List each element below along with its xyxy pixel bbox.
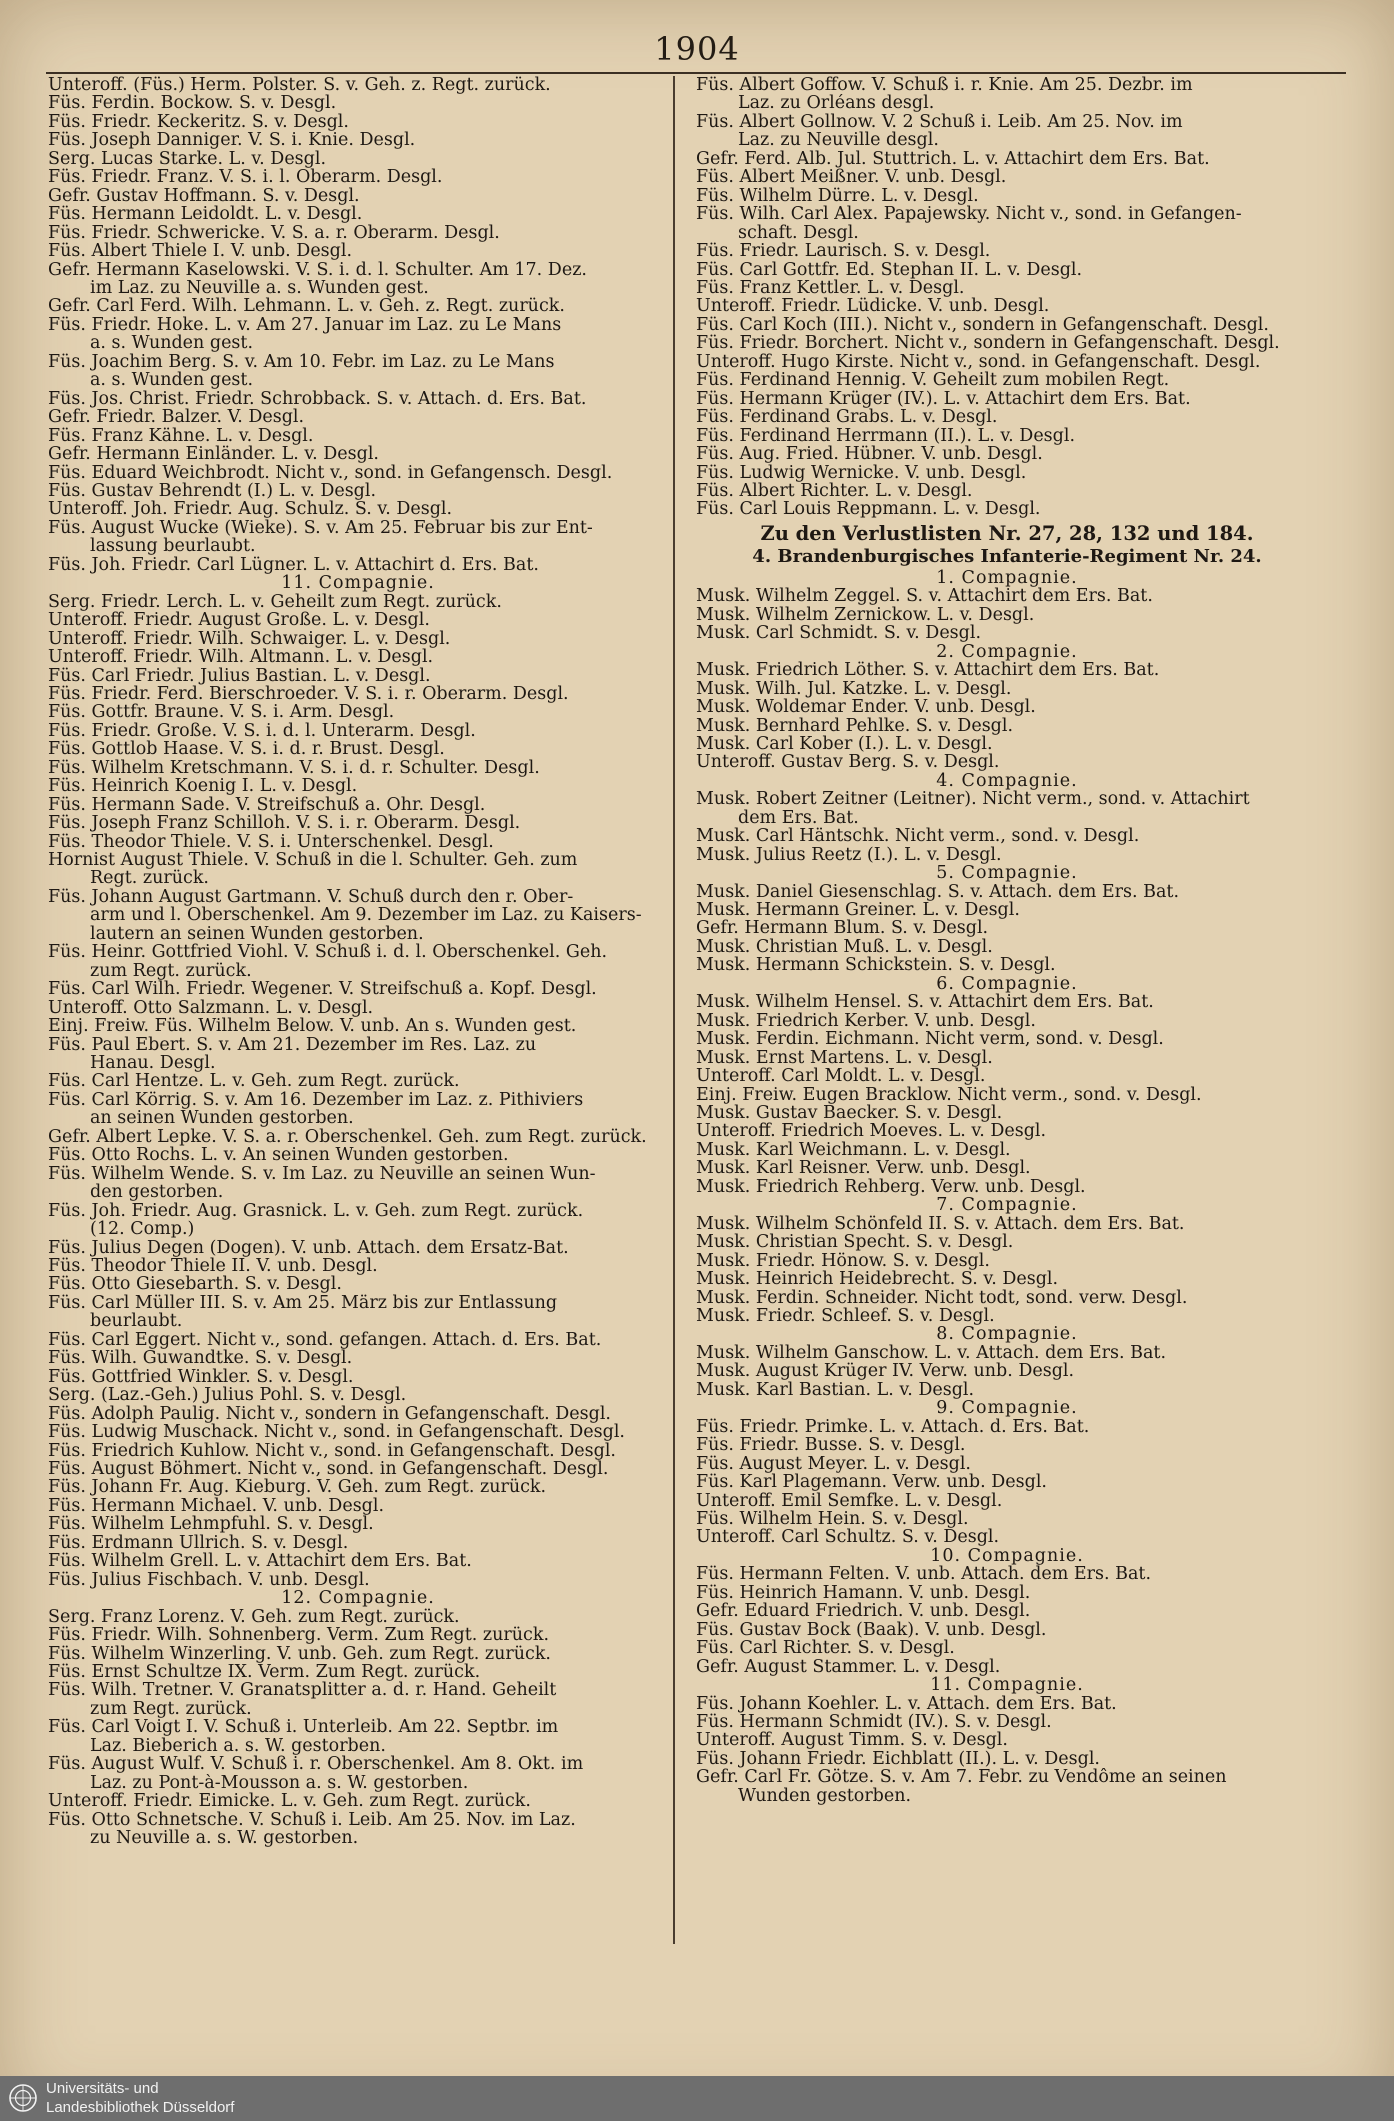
- casualty-entry: Füs. Paul Ebert. S. v. Am 21. Dezember im Res. Laz. zu: [48, 1035, 537, 1055]
- casualty-entry: Füs. Jos. Christ. Friedr. Schrobback. S. v. Attach. d. Ers. Bat.: [48, 389, 587, 409]
- casualty-entry: Füs. Eduard Weichbrodt. Nicht v., sond. in Gefangensch. Desgl.: [48, 463, 613, 482]
- entry-continuation: (12. Comp.): [90, 1220, 195, 1239]
- casualty-entry: Füs. Wilhelm Winzerling. V. unb. Geh. zum Regt. zurück.: [48, 1644, 551, 1663]
- casualty-entry: Gefr. Hermann Blum. S. v. Desgl.: [696, 919, 989, 938]
- casualty-entry: Musk. August Krüger IV. Verw. unb. Desgl.: [696, 1362, 1075, 1381]
- casualty-entry: Unteroff. Hugo Kirste. Nicht v., sond. in Gefangenschaft. Desgl.: [696, 352, 1261, 372]
- right-column: [696, 76, 1318, 1805]
- casualty-entry: Füs. Carl Richter. S. v. Desgl.: [696, 1639, 955, 1658]
- library-footer: [0, 2076, 1394, 2121]
- casualty-entry: Serg. Franz Lorenz. V. Geh. zum Regt. zurück.: [48, 1607, 460, 1627]
- casualty-entry: Hornist August Thiele. V. Schuß in die l. Schulter. Geh. zum: [48, 851, 578, 870]
- casualty-entry: Füs. Albert Thiele I. V. unb. Desgl.: [48, 242, 353, 261]
- casualty-entry: Musk. Gustav Baecker. S. v. Desgl.: [696, 1104, 1003, 1123]
- casualty-entry: Füs. Karl Plagemann. Verw. unb. Desgl.: [696, 1473, 1047, 1492]
- casualty-entry: Füs. Wilhelm Lehmpfuhl. S. v. Desgl.: [48, 1515, 374, 1534]
- casualty-entry: Unteroff. Carl Schultz. S. v. Desgl.: [696, 1528, 1000, 1547]
- casualty-entry: Serg. Lucas Starke. L. v. Desgl.: [48, 149, 327, 169]
- casualty-entry: Füs. Carl Körrig. S. v. Am 16. Dezember im Laz. z. Pithiviers: [48, 1090, 584, 1110]
- casualty-entry: Füs. Erdmann Ullrich. S. v. Desgl.: [48, 1533, 349, 1553]
- casualty-entry: Musk. Bernhard Pehlke. S. v. Desgl.: [696, 716, 1014, 735]
- casualty-entry: Musk. Wilhelm Schönfeld II. S. v. Attach. dem Ers. Bat.: [696, 1214, 1185, 1234]
- regiment-heading: 4. Brandenburgisches Infanterie-Regiment Nr. 24.: [752, 546, 1262, 567]
- casualty-entry: Füs. Gustav Behrendt (I.) L. v. Desgl.: [48, 481, 377, 501]
- entry-continuation: Laz. zu Neuville desgl.: [738, 131, 939, 150]
- casualty-entry: Füs. August Wulf. V. Schuß i. r. Oberschenkel. Am 8. Okt. im: [48, 1755, 584, 1774]
- casualty-entry: Füs. Hermann Krüger (IV.). L. v. Attachirt dem Ers. Bat.: [696, 389, 1191, 409]
- casualty-entry: Musk. Daniel Giesenschlag. S. v. Attach. dem Ers. Bat.: [696, 882, 1180, 902]
- casualty-entry: Füs. Wilh. Carl Alex. Papajewsky. Nicht v., sond. in Gefangen-: [696, 205, 1242, 224]
- company-heading: 5. Compagnie.: [936, 864, 1078, 883]
- casualty-entry: Musk. Hermann Schickstein. S. v. Desgl.: [696, 956, 1056, 975]
- company-heading: 6. Compagnie.: [936, 974, 1078, 994]
- casualty-entry: Gefr. Hermann Einländer. L. v. Desgl.: [48, 445, 379, 464]
- casualty-entry: Musk. Carl Kober (I.). L. v. Desgl.: [696, 734, 993, 754]
- casualty-entry: Füs. Ferdinand Hennig. V. Geheilt zum mobilen Regt.: [696, 371, 1170, 390]
- casualty-entry: Unteroff. (Füs.) Herm. Polster. S. v. Geh. z. Regt. zurück.: [48, 76, 551, 95]
- casualty-entry: Füs. Wilhelm Hein. S. v. Desgl.: [696, 1509, 969, 1529]
- entry-continuation: schaft. Desgl.: [738, 223, 859, 243]
- casualty-entry: Füs. Wilhelm Wende. S. v. Im Laz. zu Neuville an seinen Wun-: [48, 1164, 596, 1184]
- entry-continuation: a. s. Wunden gest.: [90, 371, 254, 390]
- entry-continuation: beurlaubt.: [90, 1312, 183, 1331]
- entry-continuation: Laz. zu Orléans desgl.: [738, 94, 935, 113]
- casualty-entry: Füs. Hermann Sade. V. Streifschuß a. Ohr. Desgl.: [48, 795, 486, 815]
- casualty-entry: Musk. Christian Muß. L. v. Desgl.: [696, 937, 993, 957]
- casualty-entry: Gefr. Eduard Friedrich. V. unb. Desgl.: [696, 1602, 1031, 1621]
- casualty-entry: Füs. Carl Gottfr. Ed. Stephan II. L. v. Desgl.: [696, 260, 1083, 279]
- casualty-entry: Füs. Carl Louis Reppmann. L. v. Desgl.: [696, 500, 1041, 519]
- casualty-entry: Füs. Friedr. Schwericke. V. S. a. r. Oberarm. Desgl.: [48, 223, 500, 243]
- casualty-entry: Füs. Theodor Thiele. V. S. i. Unterschenkel. Desgl.: [48, 832, 494, 852]
- casualty-entry: Musk. Friedrich Rehberg. Verw. unb. Desgl.: [696, 1177, 1086, 1197]
- footer-text: [46, 2079, 234, 2117]
- casualty-entry: Musk. Karl Weichmann. L. v. Desgl.: [696, 1140, 1011, 1160]
- casualty-entry: Füs. Gottlob Haase. V. S. i. d. r. Brust. Desgl.: [48, 740, 445, 759]
- entry-continuation: arm und l. Oberschenkel. Am 9. Dezember im Laz. zu Kaisers-: [90, 906, 642, 925]
- footer-line-2: Landesbibliothek Düsseldorf: [46, 2099, 235, 2116]
- casualty-entry: Füs. Heinrich Koenig I. L. v. Desgl.: [48, 777, 358, 796]
- casualty-entry: Unteroff. Carl Moldt. L. v. Desgl.: [696, 1067, 986, 1086]
- casualty-entry: Musk. Christian Specht. S. v. Desgl.: [696, 1233, 1014, 1252]
- casualty-entry: Füs. Friedr. Primke. L. v. Attach. d. Ers. Bat.: [696, 1417, 1090, 1437]
- casualty-entry: Musk. Wilh. Jul. Katzke. L. v. Desgl.: [696, 679, 1012, 699]
- casualty-entry: Unteroff. Friedr. Wilh. Schwaiger. L. v. Desgl.: [48, 629, 451, 649]
- casualty-entry: Einj. Freiw. Füs. Wilhelm Below. V. unb. An s. Wunden gest.: [48, 1017, 577, 1036]
- casualty-entry: Füs. Ferdinand Grabs. L. v. Desgl.: [696, 408, 998, 427]
- casualty-entry: Unteroff. Friedr. Lüdicke. V. unb. Desgl.: [696, 297, 1050, 316]
- company-heading: 9. Compagnie.: [936, 1399, 1078, 1418]
- casualty-entry: Musk. Friedr. Hönow. S. v. Desgl.: [696, 1251, 990, 1271]
- page-number: 1904: [654, 30, 740, 68]
- casualty-entry: Füs. Friedr. Große. V. S. i. d. l. Unterarm. Desgl.: [48, 721, 476, 741]
- casualty-entry: Füs. Johann Friedr. Eichblatt (II.). L. v. Desgl.: [696, 1749, 1100, 1769]
- casualty-entry: Füs. Wilhelm Dürre. L. v. Desgl.: [696, 186, 979, 206]
- company-heading: 11. Compagnie.: [281, 574, 435, 593]
- casualty-entry: Unteroff. Friedr. Eimicke. L. v. Geh. zum Regt. zurück.: [48, 1792, 531, 1811]
- casualty-entry: Füs. Hermann Felten. V. unb. Attach. dem Ers. Bat.: [696, 1565, 1152, 1584]
- entry-continuation: Laz. Bieberich a. s. W. gestorben.: [90, 1736, 386, 1756]
- casualty-entry: Füs. Friedr. Keckeritz. S. v. Desgl.: [48, 112, 349, 132]
- casualty-entry: Musk. Wilhelm Zernickow. L. v. Desgl.: [696, 605, 1035, 625]
- casualty-entry: Füs. Friedr. Wilh. Sohnenberg. Verm. Zum Regt. zurück.: [48, 1626, 550, 1645]
- casualty-entry: Musk. Hermann Greiner. L. v. Desgl.: [696, 901, 1020, 920]
- company-heading: 2. Compagnie.: [936, 642, 1078, 662]
- casualty-entry: Musk. Ernst Martens. L. v. Desgl.: [696, 1048, 993, 1068]
- casualty-entry: Musk. Ferdin. Eichmann. Nicht verm, sond. v. Desgl.: [696, 1030, 1164, 1049]
- casualty-entry: Füs. Friedr. Hoke. L. v. Am 27. Januar im Laz. zu Le Mans: [48, 315, 562, 335]
- casualty-entry: Füs. Friedr. Franz. V. S. i. l. Oberarm. Desgl.: [48, 168, 443, 187]
- casualty-entry: Füs. Joachim Berg. S. v. Am 10. Febr. im Laz. zu Le Mans: [48, 352, 555, 372]
- casualty-entry: Musk. Robert Zeitner (Leitner). Nicht verm., sond. v. Attachirt: [696, 790, 1250, 809]
- casualty-entry: Füs. August Böhmert. Nicht v., sond. in Gefangenschaft. Desgl.: [48, 1459, 609, 1479]
- casualty-entry: Unteroff. Friedr. Wilh. Altmann. L. v. Desgl.: [48, 648, 434, 667]
- company-heading: 1. Compagnie.: [936, 568, 1078, 588]
- casualty-entry: Gefr. Friedr. Balzer. V. Desgl.: [48, 408, 305, 427]
- casualty-entry: Füs. Joh. Friedr. Carl Lügner. L. v. Attachirt d. Ers. Bat.: [48, 555, 539, 575]
- left-column: [48, 76, 668, 1848]
- casualty-entry: Einj. Freiw. Eugen Bracklow. Nicht verm., sond. v. Desgl.: [696, 1085, 1202, 1105]
- company-heading: 8. Compagnie.: [936, 1325, 1078, 1344]
- casualty-entry: Gefr. Carl Ferd. Wilh. Lehmann. L. v. Geh. z. Regt. zurück.: [48, 297, 565, 316]
- casualty-entry: Füs. Johann Koehler. L. v. Attach. dem Ers. Bat.: [696, 1694, 1117, 1713]
- company-heading: 12. Compagnie.: [281, 1589, 435, 1608]
- company-heading: 7. Compagnie.: [936, 1196, 1078, 1215]
- entry-continuation: zu Neuville a. s. W. gestorben.: [90, 1829, 359, 1848]
- casualty-entry: Unteroff. Friedr. August Große. L. v. Desgl.: [48, 611, 430, 630]
- casualty-entry: Füs. Franz Kettler. L. v. Desgl.: [696, 278, 965, 298]
- casualty-entry: Gefr. Carl Fr. Götze. S. v. Am 7. Febr. zu Vendôme an seinen: [696, 1768, 1227, 1787]
- casualty-entry: Unteroff. Emil Semfke. L. v. Desgl.: [696, 1491, 1003, 1510]
- casualty-entry: Füs. Wilh. Tretner. V. Granatsplitter a. d. r. Hand. Geheilt: [48, 1681, 557, 1700]
- casualty-entry: Gefr. Gustav Hoffmann. S. v. Desgl.: [48, 186, 360, 206]
- casualty-entry: Füs. Carl Eggert. Nicht v., sond. gefangen. Attach. d. Ers. Bat.: [48, 1330, 602, 1350]
- casualty-entry: Füs. Carl Voigt I. V. Schuß i. Unterleib. Am 22. Septbr. im: [48, 1718, 559, 1737]
- casualty-entry: Musk. Karl Bastian. L. v. Desgl.: [696, 1380, 975, 1400]
- casualty-entry: Serg. (Laz.-Geh.) Julius Pohl. S. v. Desgl.: [48, 1386, 407, 1405]
- casualty-entry: Füs. Wilhelm Kretschmann. V. S. i. d. r. Schulter. Desgl.: [48, 758, 540, 778]
- entry-continuation: Regt. zurück.: [90, 869, 209, 888]
- casualty-entry: Füs. Heinr. Gottfried Viohl. V. Schuß i. d. l. Oberschenkel. Geh.: [48, 943, 608, 962]
- entry-continuation: im Laz. zu Neuville a. s. Wunden gest.: [90, 278, 429, 298]
- casualty-entry: Gefr. August Stammer. L. v. Desgl.: [696, 1657, 1001, 1677]
- casualty-entry: Füs. Friedr. Busse. S. v. Desgl.: [696, 1436, 966, 1455]
- casualty-entry: Gefr. Albert Lepke. V. S. a. r. Oberschenkel. Geh. zum Regt. zurück.: [48, 1127, 647, 1147]
- casualty-entry: Musk. Carl Schmidt. S. v. Desgl.: [696, 624, 982, 643]
- company-heading: 10. Compagnie.: [930, 1546, 1084, 1566]
- entry-continuation: den gestorben.: [90, 1183, 224, 1202]
- entry-continuation: lautern an seinen Wunden gestorben.: [90, 924, 424, 944]
- casualty-entry: Füs. Friedr. Borchert. Nicht v., sondern in Gefangenschaft. Desgl.: [696, 334, 1280, 353]
- casualty-entry: Füs. Heinrich Hamann. V. unb. Desgl.: [696, 1583, 1031, 1603]
- casualty-entry: Musk. Ferdin. Schneider. Nicht todt, sond. verw. Desgl.: [696, 1288, 1188, 1307]
- casualty-entry: Füs. Albert Richter. L. v. Desgl.: [696, 481, 973, 501]
- company-heading: 4. Compagnie.: [936, 771, 1078, 791]
- casualty-entry: Unteroff. Friedrich Moeves. L. v. Desgl.: [696, 1122, 1047, 1141]
- casualty-entry: Füs. Carl Koch (III.). Nicht v., sondern in Gefangenschaft. Desgl.: [696, 315, 1269, 335]
- entry-continuation: dem Ers. Bat.: [738, 808, 859, 828]
- casualty-entry: Füs. Johann Fr. Aug. Kieburg. V. Geh. zum Regt. zurück.: [48, 1478, 547, 1497]
- casualty-entry: Füs. Ludwig Wernicke. V. unb. Desgl.: [696, 463, 1027, 482]
- casualty-entry: Füs. Gottfr. Braune. V. S. i. Arm. Desgl.: [48, 703, 395, 722]
- casualty-entry: Füs. Joseph Franz Schilloh. V. S. i. r. Oberarm. Desgl.: [48, 814, 521, 833]
- casualty-entry: Füs. Hermann Michael. V. unb. Desgl.: [48, 1496, 385, 1516]
- section-heading: Zu den Verlustlisten Nr. 27, 28, 132 und 184.: [760, 522, 1254, 545]
- casualty-entry: Füs. Carl Hentze. L. v. Geh. zum Regt. zurück.: [48, 1072, 460, 1091]
- casualty-entry: Füs. Albert Goffow. V. Schuß i. r. Knie. Am 25. Dezbr. im: [696, 76, 1193, 95]
- entry-continuation: zum Regt. zurück.: [90, 1699, 252, 1719]
- casualty-entry: Füs. Franz Kähne. L. v. Desgl.: [48, 426, 314, 446]
- casualty-entry: Füs. August Meyer. L. v. Desgl.: [696, 1454, 971, 1474]
- casualty-entry: Füs. Ernst Schultze IX. Verm. Zum Regt. zurück.: [48, 1662, 481, 1682]
- casualty-entry: Füs. Joseph Danniger. V. S. i. Knie. Desgl.: [48, 131, 416, 150]
- casualty-entry: Füs. Gottfried Winkler. S. v. Desgl.: [48, 1367, 354, 1387]
- casualty-entry: Füs. Friedrich Kuhlow. Nicht v., sond. in Gefangenschaft. Desgl.: [48, 1441, 616, 1460]
- casualty-entry: Musk. Wilhelm Zeggel. S. v. Attachirt dem Ers. Bat.: [696, 587, 1153, 606]
- casualty-entry: Füs. August Wucke (Wieke). S. v. Am 25. Februar bis zur Ent-: [48, 518, 593, 538]
- header-rule: [46, 72, 1346, 74]
- casualty-entry: Musk. Karl Reisner. Verw. unb. Desgl.: [696, 1159, 1031, 1178]
- casualty-entry: Musk. Woldemar Ender. V. unb. Desgl.: [696, 698, 1036, 717]
- casualty-entry: Füs. Julius Degen (Dogen). V. unb. Attach. dem Ersatz-Bat.: [48, 1238, 569, 1257]
- casualty-entry: Unteroff. August Timm. S. v. Desgl.: [696, 1731, 1008, 1750]
- casualty-entry: Füs. Aug. Fried. Hübner. V. unb. Desgl.: [696, 445, 1043, 464]
- entry-continuation: an seinen Wunden gestorben.: [90, 1109, 354, 1128]
- casualty-entry: Gefr. Ferd. Alb. Jul. Stuttrich. L. v. Attachirt dem Ers. Bat.: [696, 149, 1210, 169]
- casualty-entry: Füs. Friedr. Ferd. Bierschroeder. V. S. i. r. Oberarm. Desgl.: [48, 684, 569, 704]
- casualty-entry: Füs. Johann August Gartmann. V. Schuß durch den r. Ober-: [48, 887, 574, 907]
- casualty-entry: Füs. Theodor Thiele II. V. unb. Desgl.: [48, 1257, 378, 1276]
- casualty-entry: Füs. Julius Fischbach. V. unb. Desgl.: [48, 1570, 370, 1590]
- casualty-entry: Füs. Albert Gollnow. V. 2 Schuß i. Leib. Am 25. Nov. im: [696, 112, 1183, 132]
- entry-continuation: Laz. zu Pont-à-Mousson a. s. W. gestorben.: [90, 1773, 469, 1793]
- entry-continuation: a. s. Wunden gest.: [90, 334, 254, 353]
- casualty-entry: Musk. Wilhelm Ganschow. L. v. Attach. dem Ers. Bat.: [696, 1343, 1167, 1363]
- casualty-entry: Unteroff. Gustav Berg. S. v. Desgl.: [696, 753, 1000, 772]
- casualty-entry: Füs. Otto Rochs. L. v. An seinen Wunden gestorben.: [48, 1146, 509, 1165]
- casualty-entry: Unteroff. Joh. Friedr. Aug. Schulz. S. v. Desgl.: [48, 500, 453, 519]
- casualty-entry: Füs. Ferdin. Bockow. S. v. Desgl.: [48, 94, 337, 113]
- casualty-entry: Füs. Adolph Paulig. Nicht v., sondern in Gefangenschaft. Desgl.: [48, 1404, 611, 1424]
- casualty-entry: Füs. Carl Müller III. S. v. Am 25. März bis zur Entlassung: [48, 1293, 558, 1313]
- casualty-entry: Musk. Heinrich Heidebrecht. S. v. Desgl.: [696, 1270, 1059, 1289]
- casualty-entry: Unteroff. Otto Salzmann. L. v. Desgl.: [48, 998, 374, 1018]
- entry-continuation: Wunden gestorben.: [738, 1786, 912, 1806]
- casualty-entry: Füs. Otto Schnetsche. V. Schuß i. Leib. Am 25. Nov. im Laz.: [48, 1810, 576, 1830]
- casualty-entry: Füs. Carl Wilh. Friedr. Wegener. V. Streifschuß a. Kopf. Desgl.: [48, 980, 597, 999]
- casualty-entry: Füs. Joh. Friedr. Aug. Grasnick. L. v. Geh. zum Regt. zurück.: [48, 1201, 584, 1221]
- casualty-entry: Füs. Otto Giesebarth. S. v. Desgl.: [48, 1275, 342, 1294]
- casualty-entry: Füs. Gustav Bock (Baak). V. unb. Desgl.: [696, 1620, 1047, 1640]
- casualty-entry: Gefr. Hermann Kaselowski. V. S. i. d. l. Schulter. Am 17. Dez.: [48, 260, 587, 279]
- casualty-entry: Musk. Wilhelm Hensel. S. v. Attachirt dem Ers. Bat.: [696, 993, 1154, 1012]
- entry-continuation: Hanau. Desgl.: [90, 1054, 216, 1073]
- entry-continuation: zum Regt. zurück.: [90, 961, 252, 981]
- casualty-entry: Füs. Friedr. Laurisch. S. v. Desgl.: [696, 242, 991, 261]
- casualty-entry: Musk. Julius Reetz (I.). L. v. Desgl.: [696, 845, 1002, 865]
- casualty-entry: Füs. Carl Friedr. Julius Bastian. L. v. Desgl.: [48, 666, 431, 685]
- casualty-entry: Musk. Friedrich Kerber. V. unb. Desgl.: [696, 1011, 1036, 1031]
- casualty-entry: Füs. Wilhelm Grell. L. v. Attachirt dem Ers. Bat.: [48, 1552, 472, 1571]
- casualty-entry: Füs. Hermann Leidoldt. L. v. Desgl.: [48, 205, 363, 224]
- casualty-entry: Füs. Albert Meißner. V. unb. Desgl.: [696, 168, 1007, 187]
- casualty-entry: Musk. Friedr. Schleef. S. v. Desgl.: [696, 1307, 995, 1326]
- company-heading: 11. Compagnie.: [930, 1676, 1084, 1695]
- footer-line-1: Universitäts- und: [46, 2080, 159, 2097]
- casualty-entry: Serg. Friedr. Lerch. L. v. Geheilt zum Regt. zurück.: [48, 592, 502, 612]
- entry-continuation: lassung beurlaubt.: [90, 537, 256, 556]
- casualty-entry: Füs. Wilh. Guwandtke. S. v. Desgl.: [48, 1349, 353, 1368]
- casualty-entry: Musk. Friedrich Löther. S. v. Attachirt dem Ers. Bat.: [696, 661, 1160, 680]
- casualty-entry: Füs. Ludwig Muschack. Nicht v., sond. in Gefangenschaft. Desgl.: [48, 1423, 625, 1442]
- column-divider: [673, 76, 675, 1944]
- casualty-entry: Füs. Ferdinand Herrmann (II.). L. v. Desgl.: [696, 426, 1076, 446]
- casualty-entry: Füs. Hermann Schmidt (IV.). S. v. Desgl.: [696, 1712, 1052, 1732]
- library-logo-icon: [8, 2083, 38, 2113]
- casualty-entry: Musk. Carl Häntschk. Nicht verm., sond. v. Desgl.: [696, 827, 1140, 846]
